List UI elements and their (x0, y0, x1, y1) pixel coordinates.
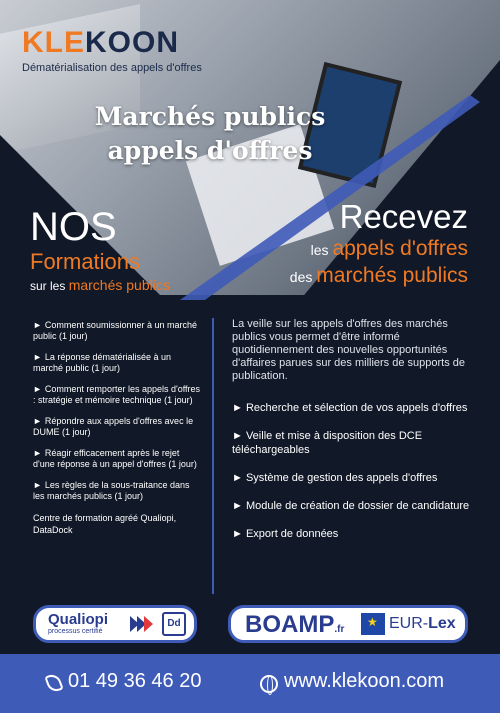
formations-subtitle-highlight: marchés publics (68, 277, 170, 293)
recevez-line2-highlight: marchés publics (316, 264, 468, 287)
contact-footer (0, 654, 500, 713)
feature-text: Recherche et sélection de vos appels d'offres (245, 402, 468, 414)
formations-title: Formations (30, 249, 141, 274)
arrow-icon: ► (33, 480, 42, 490)
logo-tagline: Dématérialisation des appels d'offres (22, 62, 202, 74)
formation-text: Réagir efficacement après le rejet d'une réponse à un appel d'offres (1 jour) (33, 448, 197, 469)
source-logos (228, 605, 468, 643)
recevez-line1-prefix: les (310, 242, 333, 258)
column-divider (212, 318, 214, 594)
feature-item (232, 499, 472, 513)
formation-item (33, 480, 203, 502)
arrow-icon: ► (232, 528, 243, 540)
formations-subtitle-prefix: sur les (30, 279, 69, 293)
eurlex-suffix: Lex (428, 615, 456, 632)
headline-line1: Marchés publics (94, 102, 326, 131)
arrow-icon: ► (33, 352, 42, 362)
nos-title: NOS (30, 205, 117, 249)
formations-subtitle (30, 277, 210, 293)
formation-text: Les règles de la sous-traitance dans les marchés publics (1 jour) (33, 480, 190, 501)
certification-logos (33, 605, 197, 643)
recevez-line2 (228, 263, 468, 290)
feature-item (232, 401, 472, 415)
arrow-icon: ► (33, 416, 42, 426)
boamp-fr: .fr (334, 624, 345, 635)
feature-text: Système de gestion des appels d'offres (245, 472, 438, 484)
main-headline (90, 100, 330, 168)
formation-text: Répondre aux appels d'offres avec le DUME (1 jour) (33, 416, 194, 437)
formation-text: La réponse dématérialisée à un marché public (1 jour) (33, 352, 172, 373)
phone-icon (44, 672, 63, 694)
arrow-icon: ► (33, 320, 42, 330)
feature-text: Veille et mise à disposition des DCE téléchargeables (232, 430, 423, 456)
feature-text: Module de création de dossier de candidature (245, 500, 470, 512)
formation-item (33, 320, 203, 342)
logo-wordmark (22, 28, 230, 58)
features-column (232, 318, 472, 555)
arrow-icon: ► (232, 500, 243, 512)
boamp-name: BOAMP (245, 611, 335, 638)
arrow-icon: ► (232, 430, 243, 442)
eu-flag-icon (361, 613, 385, 635)
formation-text: Comment remporter les appels d'offres : stratégie et mémoire technique (1 jour) (33, 384, 201, 405)
formations-heading (30, 205, 210, 293)
website-link[interactable]: www.klekoon.com (284, 670, 445, 692)
recevez-line2-prefix: des (289, 269, 317, 285)
eurlex-prefix: EUR- (389, 615, 429, 632)
qualiopi-name: Qualiopi (48, 611, 108, 628)
feature-item (232, 429, 472, 457)
recevez-line1 (228, 236, 468, 263)
feature-item (232, 471, 472, 485)
arrow-icon: ► (33, 448, 42, 458)
qualiopi-logo (48, 611, 138, 635)
recevez-line1-highlight: appels d'offres (332, 237, 468, 260)
phone-number[interactable]: 01 49 36 46 20 (68, 670, 202, 692)
arrow-icon: ► (232, 402, 243, 414)
qualiopi-arrows-icon (132, 616, 153, 637)
formation-text: Comment soumissionner à un marché public (1 jour) (33, 320, 197, 341)
formation-item (33, 384, 203, 406)
feature-text: Export de données (245, 528, 339, 540)
formation-item (33, 448, 203, 470)
feature-item (232, 527, 472, 541)
formation-item (33, 416, 203, 438)
intro-text: La veille sur les appels d'offres des marchés publics vous permet d'être informé quotidiennement des nouvelles opportunités d'affaires parues sur des milliers de supports de publication. (232, 318, 466, 382)
boamp-logo (245, 611, 344, 644)
datadock-icon: Dd (162, 612, 186, 636)
klekoon-logo (22, 28, 230, 80)
logo-prefix: KLE (22, 26, 85, 59)
formation-item (33, 352, 203, 374)
eurlex-logo (389, 614, 456, 634)
arrow-icon: ► (33, 384, 42, 394)
logo-suffix: KOON (85, 26, 179, 59)
arrow-icon: ► (232, 472, 243, 484)
headline-line2: appels d'offres (107, 136, 313, 165)
formations-list (33, 320, 203, 536)
qualiopi-tag: processus certifié (48, 628, 103, 635)
globe-icon (260, 675, 278, 693)
recevez-title: Recevez (339, 198, 468, 235)
training-center-note: Centre de formation agréé Qualiopi, DataDock (33, 513, 177, 535)
recevez-heading (228, 198, 468, 290)
